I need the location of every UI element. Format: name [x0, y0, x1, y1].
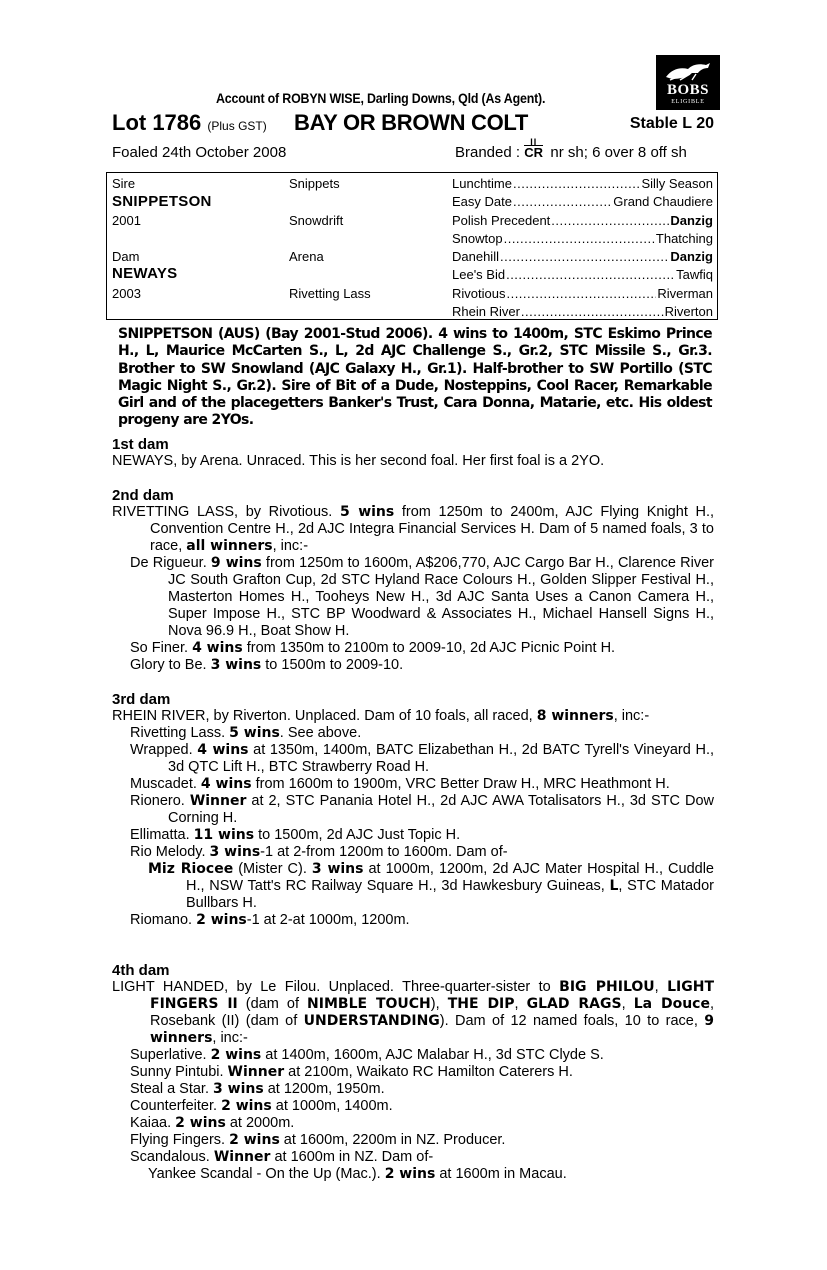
great-grandparents-row: Lee's Bid ..... Tawfiq — [452, 267, 713, 282]
branded-label: Branded : — [455, 144, 521, 161]
grand-progeny-entry: Yankee Scandal - On the Up (Mac.). 2 wins at 1600m in Macau. — [148, 1166, 567, 1182]
fourth-dam-heading: 4th dam — [112, 962, 170, 979]
grand-progeny-entry: Miz Riocee (Mister C). 3 wins at 1000m, 1200m, 2d AJC Mater Hospital H., Cuddle H., NSW Tatt's RC Railway Square H., 3d Hawkesbury Guineas, L, STC Matador Bullbars H. — [148, 861, 714, 911]
progeny-entry: Ellimatta. 11 wins to 1500m, 2d AJC Just Topic H. — [130, 827, 461, 843]
sire-summary: SNIPPETSON (AUS) (Bay 2001-Stud 2006). 4 wins to 1400m, STC Eskimo Prince H., L, Maurice McCarten S., L, 2d AJC Challenge S., Gr.2, STC Missile S., Gr.3. Brother to SW Snowland (AJC Galaxy H., Gr.1). Half-brother to SW Portillo (STC Magic Night S., Gr.2). Sire of Bit of a Dude, Nosteppins, Cool Racer, Remarkable Girl and of the placegetters Banker's Trust, Cara Donna, Matarie, etc. His oldest progeny are 2YOs. — [118, 326, 712, 429]
great-grandparents-row: Rhein River ..... Riverton — [452, 304, 713, 319]
gst-note: (Plus GST) — [207, 119, 267, 133]
third-dam-section — [112, 691, 714, 929]
first-dam-text: NEWAYS, by Arena. Unraced. This is her second foal. Her first foal is a 2YO. — [112, 453, 605, 469]
logo-brand-text: BOBS — [666, 82, 710, 98]
logo-sub-text: ELIGIBLE — [671, 99, 705, 105]
progeny-entry: De Rigueur. 9 wins from 1250m to 1600m, A$206,770, AJC Cargo Bar H., Clarence River JC South Grafton Cup, 2d STC Hyland Race Colours H., Golden Slipper Festival H., Masterton Homes H., Tooheys New H., 3d AJC Santa Uses a Canon Camera H., Super Impose H., STC BP Woodward & Associates H., Michael Hansell Signs H., Nova 96.9 H., Boat Show H. — [130, 555, 714, 639]
great-grandparents-row: Easy Date ..... Grand Chaudiere — [452, 194, 713, 209]
progeny-entry: So Finer. 4 wins from 1350m to 2100m to 2009-10, 2d AJC Picnic Point H. — [130, 640, 616, 656]
sire-label: Sire — [112, 176, 136, 191]
sire-name: SNIPPETSON — [112, 193, 212, 210]
progeny-entry: Muscadet. 4 wins from 1600m to 1900m, VRC Better Draw H., MRC Heathmont H. — [130, 776, 670, 792]
horse-icon — [662, 59, 714, 83]
third-dam-heading: 3rd dam — [112, 691, 171, 708]
progeny-entry: Wrapped. 4 wins at 1350m, 1400m, BATC Elizabethan H., 2d BATC Tyrell's Vineyard H., 3d QTC Lift H., BTC Strawberry Road H. — [130, 742, 714, 775]
vendor-account: Account of ROBYN WISE, Darling Downs, Qld (As Agent). — [216, 91, 546, 106]
progeny-entry: Steal a Star. 3 wins at 1200m, 1950m. — [130, 1081, 385, 1097]
sire-dam: Snowdrift — [289, 213, 344, 228]
lot-line — [112, 110, 718, 136]
dam-name: NEWAYS — [112, 265, 178, 282]
stable-number: Stable L 20 — [629, 115, 714, 132]
dam-year: 2003 — [112, 286, 141, 301]
fourth-dam-text: LIGHT HANDED, by Le Filou. Unplaced. Three-quarter-sister to BIG PHILOU, LIGHT FINGERS II (dam of NIMBLE TOUCH), THE DIP, GLAD RAGS, La Douce, Rosebank (II) (dam of UNDERSTANDING). Dam of 12 named foals, 10 to race, 9 winners, inc:- — [112, 979, 715, 1046]
progeny-entry: Kaiaa. 2 wins at 2000m. — [130, 1115, 295, 1131]
bobs-eligible-logo — [656, 55, 720, 110]
great-grandparents-row: Danehill ..... Danzig — [452, 249, 713, 264]
first-dam-section — [112, 436, 714, 470]
branding — [455, 137, 687, 161]
dam-sire: Arena — [289, 249, 324, 264]
brand-mark — [524, 137, 546, 161]
pedigree-table — [106, 172, 718, 320]
progeny-entry: Sunny Pintubi. Winner at 2100m, Waikato RC Hamilton Caterers H. — [130, 1064, 573, 1080]
brand-mark-top: II — [530, 137, 538, 147]
great-grandparents-row: Lunchtime ..... Silly Season — [452, 176, 713, 191]
foaled-date: Foaled 24th October 2008 — [112, 144, 287, 161]
progeny-entry: Superlative. 2 wins at 1400m, 1600m, AJC Malabar H., 3d STC Clyde S. — [130, 1047, 604, 1063]
second-dam-heading: 2nd dam — [112, 487, 174, 504]
second-dam-section — [112, 487, 714, 674]
sire-sire: Snippets — [289, 176, 340, 191]
second-dam-text: RIVETTING LASS, by Rivotious. 5 wins from 1250m to 2400m, AJC Flying Knight H., Convention Centre H., 2d AJC Integra Financial Services H. Dam of 5 named foals, 3 to race, all winners, inc:- — [112, 504, 715, 554]
lot-label: Lot 1786 — [112, 110, 202, 135]
progeny-entry: Flying Fingers. 2 wins at 1600m, 2200m in NZ. Producer. — [130, 1132, 506, 1148]
sire-year: 2001 — [112, 213, 141, 228]
lot-number — [112, 110, 267, 136]
branded-details: nr sh; 6 over 8 off sh — [550, 144, 687, 161]
great-grandparents-row: Snowtop ..... Thatching — [452, 231, 713, 246]
progeny-entry: Glory to Be. 3 wins to 1500m to 2009-10. — [130, 657, 404, 673]
progeny-entry: Rionero. Winner at 2, STC Panania Hotel H., 2d AJC AWA Totalisators H., 3d STC Dow Corning H. — [130, 793, 714, 826]
brand-mark-main: CR — [524, 145, 543, 160]
dam-label: Dam — [112, 249, 140, 264]
dam-dam: Rivetting Lass — [289, 286, 371, 301]
fourth-dam-section — [112, 962, 714, 1183]
third-dam-text: RHEIN RIVER, by Riverton. Unplaced. Dam of 10 foals, all raced, 8 winners, inc:- — [112, 708, 650, 724]
great-grandparents-row: Polish Precedent ..... Danzig — [452, 213, 713, 228]
progeny-entry: Rio Melody. 3 wins-1 at 2-from 1200m to 1600m. Dam of- — [130, 844, 508, 860]
progeny-entry: Counterfeiter. 2 wins at 1000m, 1400m. — [130, 1098, 393, 1114]
great-grandparents-row: Rivotious ..... Riverman — [452, 286, 713, 301]
lot-description: BAY OR BROWN COLT — [294, 110, 529, 135]
progeny-entry: Scandalous. Winner at 1600m in NZ. Dam of- — [130, 1149, 434, 1165]
progeny-entry: Riomano. 2 wins-1 at 2-at 1000m, 1200m. — [130, 912, 410, 928]
first-dam-heading: 1st dam — [112, 436, 169, 453]
progeny-entry: Rivetting Lass. 5 wins. See above. — [130, 725, 362, 741]
